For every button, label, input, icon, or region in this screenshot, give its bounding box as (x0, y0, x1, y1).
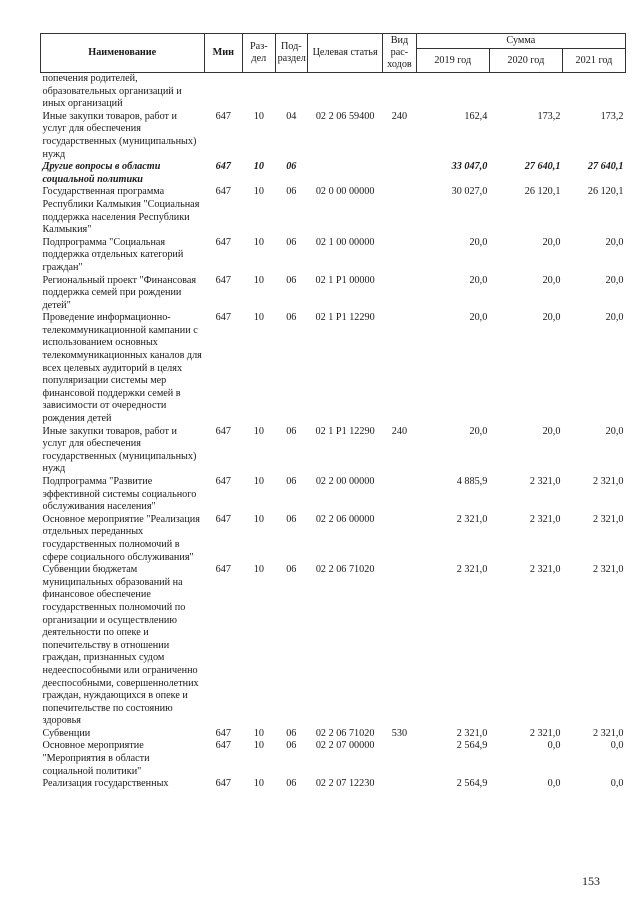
row-vid: 240 (391, 425, 408, 437)
row-target: 02 2 07 12230 (315, 778, 375, 790)
row-sum-2021: 20,0 (605, 236, 624, 248)
row-sum-2021: 20,0 (605, 425, 624, 437)
row-min: 647 (215, 740, 231, 752)
row-target: 02 1 00 00000 (315, 236, 375, 248)
row-sum-2021: 0,0 (610, 740, 624, 752)
table-row (41, 275, 626, 313)
table-row (41, 73, 626, 111)
row-podrazdel: 06 (286, 476, 297, 487)
row-razdel: 10 (253, 236, 264, 248)
header-podrazdel: Под-раздел (275, 34, 307, 73)
row-sum-2020: 27 640,1 (524, 161, 561, 173)
row-vid: 240 (391, 110, 408, 122)
row-podrazdel: 06 (286, 778, 297, 790)
row-sum-2019 (416, 73, 489, 111)
row-name: попечения родителей, образовательных организаций и иных организаций (42, 73, 182, 110)
header-name: Наименование (41, 34, 205, 73)
table-body (41, 73, 626, 791)
row-min: 647 (215, 778, 231, 790)
row-sum-2021: 2 321,0 (592, 513, 624, 525)
header-razdel: Раз-дел (243, 34, 275, 73)
row-name: Иные закупки товаров, работ и услуг для обеспечения государственных (муниципальных) нужд (42, 110, 197, 160)
row-sum-2019: 20,0 (469, 274, 488, 286)
row-podrazdel: 06 (286, 236, 297, 248)
row-target: 02 2 07 00000 (315, 740, 375, 752)
row-name: Основное мероприятие "Реализация отдельных переданных государственных полномочий в сфере социального обслуживания" (42, 513, 200, 563)
row-podrazdel: 06 (286, 425, 297, 437)
header-year-2021: 2021 год (562, 49, 625, 73)
row-min (204, 73, 243, 111)
table-row (41, 476, 626, 514)
table-row (41, 514, 626, 564)
row-min: 647 (215, 312, 231, 324)
row-target: 02 1 P1 12290 (315, 425, 375, 437)
table-row (41, 564, 626, 728)
table-row (41, 186, 626, 236)
header-min: Мин (204, 34, 243, 73)
row-vid (383, 740, 417, 778)
row-sum-2019: 2 564,9 (456, 740, 488, 752)
page-number: 153 (582, 874, 600, 888)
row-min: 647 (215, 564, 231, 576)
row-target (308, 73, 383, 111)
table-row (41, 161, 626, 186)
row-razdel: 10 (253, 778, 264, 790)
header-summa: Сумма (416, 34, 625, 49)
row-razdel: 10 (253, 186, 264, 198)
row-razdel: 10 (253, 727, 264, 739)
row-name: Другие вопросы в области социальной политики (42, 161, 161, 185)
row-sum-2019: 4 885,9 (456, 476, 488, 487)
row-podrazdel: 06 (286, 513, 297, 525)
header-vid: Вид рас-ходов (383, 34, 417, 73)
row-vid (383, 312, 417, 425)
row-vid (383, 476, 417, 514)
row-podrazdel: 06 (286, 186, 297, 198)
row-min: 647 (215, 161, 231, 173)
row-razdel: 10 (253, 110, 264, 122)
table-row (41, 426, 626, 476)
row-target: 02 2 06 00000 (315, 513, 375, 525)
row-sum-2021: 0,0 (610, 778, 624, 790)
row-min: 647 (215, 727, 231, 739)
row-razdel: 10 (253, 312, 264, 324)
row-name: Реализация государственных (42, 778, 169, 790)
row-sum-2019: 33 047,0 (451, 161, 488, 173)
table-row (41, 312, 626, 425)
row-podrazdel: 06 (286, 274, 297, 286)
row-sum-2019: 162,4 (464, 110, 488, 122)
row-sum-2020: 20,0 (542, 274, 561, 286)
row-name: Подпрограмма "Социальная поддержка отдельных категорий граждан" (42, 236, 184, 273)
row-sum-2019: 2 321,0 (456, 727, 488, 739)
row-razdel: 10 (253, 274, 264, 286)
row-name: Проведение информационно-телекоммуникационной кампании с использованием основных телекоммуникационных каналов для всех целевых аудиторий в целях популяризации системы мер финансовой поддержки семей в зависимости от очередности рождения детей (42, 312, 202, 425)
row-min: 647 (215, 110, 231, 122)
row-name: Основное мероприятие "Мероприятия в области социальной политики" (42, 740, 150, 777)
row-vid (383, 564, 417, 728)
row-vid (383, 237, 417, 275)
row-min: 647 (215, 186, 231, 198)
row-min: 647 (215, 513, 231, 525)
row-sum-2020: 2 321,0 (529, 476, 561, 487)
row-target: 02 2 06 71020 (315, 727, 375, 739)
row-sum-2021: 20,0 (605, 312, 624, 324)
row-min: 647 (215, 476, 231, 487)
row-podrazdel: 06 (286, 727, 297, 739)
table-row (41, 111, 626, 161)
row-sum-2020: 20,0 (542, 236, 561, 248)
row-sum-2020: 26 120,1 (524, 186, 561, 198)
row-sum-2020: 20,0 (542, 312, 561, 324)
row-name: Иные закупки товаров, работ и услуг для обеспечения государственных (муниципальных) нужд (42, 425, 197, 475)
row-name: Подпрограмма "Развитие эффективной системы социального обслуживания населения" (42, 476, 197, 513)
row-podrazdel (275, 73, 307, 111)
row-name: Субвенции бюджетам муниципальных образований на финансовое обеспечение государственных полномочий по организации и осуществлению деятельности по опеке и попечительству в отношении граждан, признанных судом недееспособными или ограниченно дееспособными, совершеннолетних граждан, нуждающихся в опеке и попечительстве по состоянию здоровья (42, 564, 199, 727)
row-sum-2020: 2 321,0 (529, 513, 561, 525)
row-sum-2019: 2 321,0 (456, 513, 488, 525)
row-vid (383, 73, 417, 111)
row-target: 02 1 P1 00000 (315, 274, 375, 286)
row-sum-2020: 2 321,0 (529, 564, 561, 576)
row-sum-2021: 27 640,1 (587, 161, 624, 173)
table-row (41, 740, 626, 778)
row-sum-2019: 20,0 (469, 312, 488, 324)
row-sum-2019: 2 564,9 (456, 778, 488, 790)
row-target (308, 161, 383, 186)
table-row (41, 778, 626, 791)
row-sum-2021 (562, 73, 625, 111)
row-vid (383, 161, 417, 186)
row-target: 02 1 P1 12290 (315, 312, 375, 324)
row-razdel: 10 (253, 425, 264, 437)
table-header (41, 34, 626, 73)
row-sum-2021: 26 120,1 (587, 186, 624, 198)
row-name: Региональный проект "Финансовая поддержка семей при рождении детей" (42, 274, 197, 311)
row-razdel: 10 (253, 161, 264, 173)
row-razdel: 10 (253, 740, 264, 752)
row-sum-2019: 30 027,0 (451, 186, 488, 198)
row-podrazdel: 06 (286, 161, 297, 173)
row-sum-2019: 20,0 (469, 236, 488, 248)
row-sum-2019: 2 321,0 (456, 564, 488, 576)
row-min: 647 (215, 236, 231, 248)
row-min: 647 (215, 425, 231, 437)
row-razdel (243, 73, 275, 111)
row-sum-2021: 20,0 (605, 274, 624, 286)
row-sum-2020: 2 321,0 (529, 727, 561, 739)
row-min: 647 (215, 274, 231, 286)
row-sum-2020: 0,0 (547, 778, 561, 790)
row-razdel: 10 (253, 476, 264, 487)
row-vid (383, 778, 417, 791)
header-year-2020: 2020 год (489, 49, 562, 73)
row-name: Субвенции (42, 727, 91, 739)
row-target: 02 0 00 00000 (315, 186, 375, 198)
row-name: Государственная программа Республики Калмыкия "Социальная поддержка населения Республики Калмыкия" (42, 186, 200, 236)
row-sum-2021: 2 321,0 (592, 727, 624, 739)
row-vid: 530 (391, 727, 408, 739)
row-razdel: 10 (253, 513, 264, 525)
row-target: 02 2 00 00000 (315, 476, 375, 487)
row-sum-2020 (489, 73, 562, 111)
row-sum-2020: 173,2 (537, 110, 561, 122)
row-sum-2021: 2 321,0 (592, 564, 624, 576)
row-podrazdel: 06 (286, 740, 297, 752)
row-sum-2020: 0,0 (547, 740, 561, 752)
row-podrazdel: 06 (286, 312, 297, 324)
row-sum-2021: 173,2 (600, 110, 624, 122)
row-sum-2019: 20,0 (469, 425, 488, 437)
row-target: 02 2 06 71020 (315, 564, 375, 576)
table-row (41, 237, 626, 275)
table-row (41, 728, 626, 741)
budget-table (40, 33, 626, 791)
row-sum-2020: 20,0 (542, 425, 561, 437)
row-vid (383, 514, 417, 564)
row-vid (383, 186, 417, 236)
row-target: 02 2 06 59400 (315, 110, 375, 122)
row-razdel: 10 (253, 564, 264, 576)
row-podrazdel: 06 (286, 564, 297, 576)
row-podrazdel: 04 (286, 110, 297, 122)
header-target: Целевая статья (308, 34, 383, 73)
header-year-2019: 2019 год (416, 49, 489, 73)
row-vid (383, 275, 417, 313)
row-sum-2021: 2 321,0 (592, 476, 624, 487)
